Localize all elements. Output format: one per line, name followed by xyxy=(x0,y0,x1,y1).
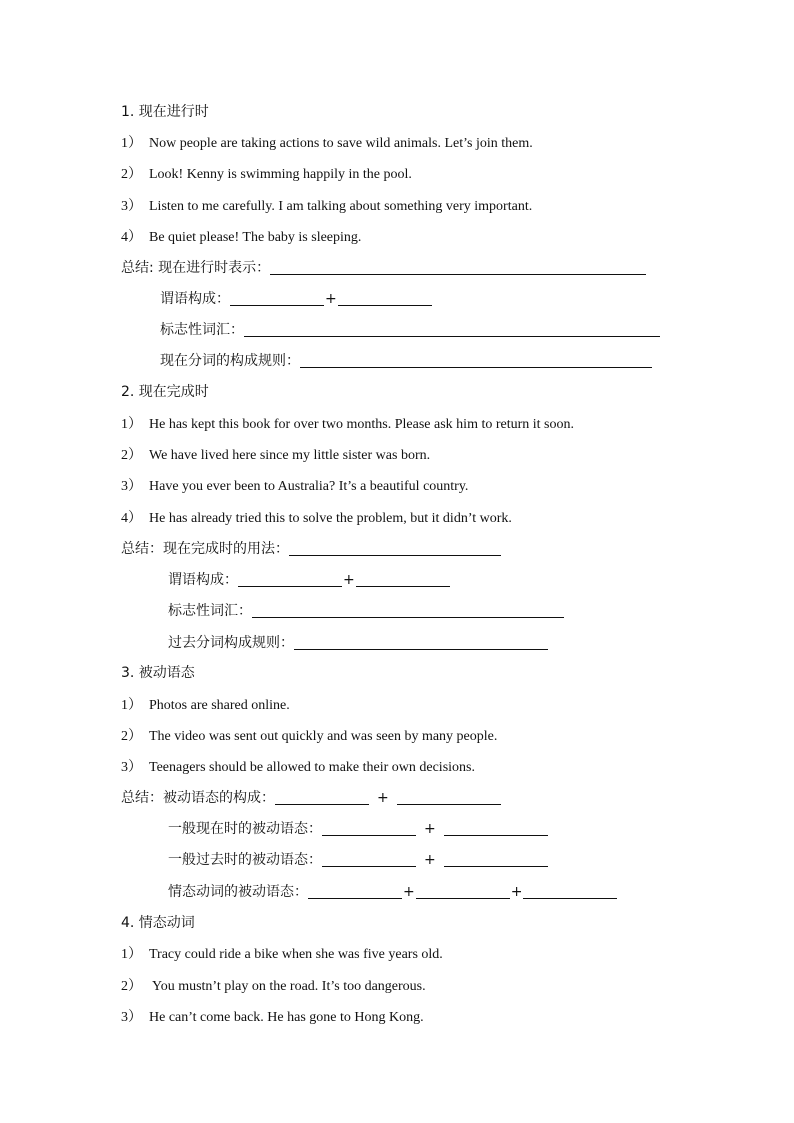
sentence-text: He has kept this book for over two months. Please ask him to return it soon. xyxy=(149,417,574,432)
summary-item-label: 谓语构成： xyxy=(168,572,238,588)
answer-blank[interactable] xyxy=(444,820,548,836)
answer-blank[interactable] xyxy=(397,789,501,805)
sentence-text: Have you ever been to Australia? It’s a beautiful country. xyxy=(149,479,469,494)
sentence-number: 2） xyxy=(121,448,142,463)
summary-item xyxy=(168,883,617,901)
answer-blank[interactable] xyxy=(444,851,548,867)
summary-item-label: 谓语构成： xyxy=(160,291,230,307)
sentence-text: He can’t come back. He has gone to Hong Kong. xyxy=(149,1010,424,1025)
section-2-heading: 2. 现在完成时 xyxy=(121,384,209,400)
answer-blank[interactable] xyxy=(523,883,617,899)
summary-item xyxy=(160,290,432,308)
plus-sign: + xyxy=(510,884,523,900)
sentence-number: 2） xyxy=(121,979,142,994)
sentence-item xyxy=(121,478,468,496)
section-1-heading: 1. 现在进行时 xyxy=(121,104,209,120)
answer-blank[interactable] xyxy=(300,352,652,368)
sentence-number: 4） xyxy=(121,230,142,245)
sentence-item xyxy=(121,728,497,746)
summary-item-label: 标志性词汇： xyxy=(160,322,244,338)
answer-blank[interactable] xyxy=(308,883,402,899)
summary-item-label: 标志性词汇： xyxy=(168,603,252,619)
sentence-text: Look! Kenny is swimming happily in the pool. xyxy=(149,167,412,182)
answer-blank[interactable] xyxy=(338,290,432,306)
answer-blank[interactable] xyxy=(230,290,324,306)
sentence-text: The video was sent out quickly and was seen by many people. xyxy=(149,729,498,744)
sentence-text: We have lived here since my little sister was born. xyxy=(149,448,431,463)
sentence-item xyxy=(121,166,412,184)
sentence-item xyxy=(121,198,532,216)
summary-item xyxy=(168,571,450,589)
summary-line xyxy=(121,259,646,277)
summary-item xyxy=(168,602,564,620)
sentence-number: 1） xyxy=(121,136,142,151)
sentence-number: 1） xyxy=(121,947,142,962)
summary-line xyxy=(121,540,501,558)
plus-sign: + xyxy=(377,790,389,806)
answer-blank[interactable] xyxy=(322,820,416,836)
section-4-heading: 4. 情态动词 xyxy=(121,915,195,931)
summary-item xyxy=(168,820,548,838)
sentence-text: Teenagers should be allowed to make their own decisions. xyxy=(149,760,475,775)
summary-label: 总结：现在完成时的用法： xyxy=(121,541,289,557)
answer-blank[interactable] xyxy=(244,321,660,337)
sentence-number: 3） xyxy=(121,479,142,494)
sentence-number: 1） xyxy=(121,417,142,432)
summary-item xyxy=(168,851,548,869)
summary-item xyxy=(160,321,660,339)
answer-blank[interactable] xyxy=(356,571,450,587)
summary-item-label: 情态动词的被动语态： xyxy=(168,884,308,900)
answer-blank[interactable] xyxy=(294,634,548,650)
answer-blank[interactable] xyxy=(416,883,510,899)
sentence-number: 4） xyxy=(121,511,142,526)
sentence-item xyxy=(121,946,443,964)
sentence-text: You mustn’t play on the road. It’s too dangerous. xyxy=(149,979,426,994)
summary-line xyxy=(121,789,501,807)
sentence-number: 3） xyxy=(121,760,142,775)
summary-item-label: 一般现在时的被动语态： xyxy=(168,821,322,837)
summary-label: 总结: 现在进行时表示： xyxy=(121,260,271,276)
plus-sign: + xyxy=(403,884,415,900)
summary-item-label: 一般过去时的被动语态： xyxy=(168,852,322,868)
sentence-item xyxy=(121,447,430,465)
summary-item xyxy=(160,352,652,370)
section-3-heading: 3. 被动语态 xyxy=(121,665,195,681)
plus-sign: + xyxy=(424,821,436,837)
sentence-text: Tracy could ride a bike when she was five years old. xyxy=(149,947,443,962)
sentence-item xyxy=(121,416,574,434)
answer-blank[interactable] xyxy=(252,602,564,618)
answer-blank[interactable] xyxy=(275,789,369,805)
answer-blank[interactable] xyxy=(270,259,646,275)
sentence-item xyxy=(121,697,290,715)
sentence-item xyxy=(121,759,475,777)
sentence-number: 3） xyxy=(121,199,142,214)
sentence-number: 1） xyxy=(121,698,142,713)
answer-blank[interactable] xyxy=(238,571,342,587)
sentence-number: 2） xyxy=(121,729,142,744)
summary-item xyxy=(168,634,548,652)
sentence-item xyxy=(121,1009,424,1027)
sentence-number: 3） xyxy=(121,1010,142,1025)
plus-sign: + xyxy=(325,291,337,307)
sentence-item xyxy=(121,978,426,996)
plus-sign: + xyxy=(424,852,436,868)
sentence-text: Be quiet please! The baby is sleeping. xyxy=(149,230,362,245)
plus-sign: + xyxy=(343,572,355,588)
summary-item-label: 现在分词的构成规则： xyxy=(160,353,300,369)
sentence-item xyxy=(121,135,533,153)
summary-label: 总结：被动语态的构成： xyxy=(121,790,275,806)
sentence-text: Photos are shared online. xyxy=(149,698,290,713)
sentence-text: He has already tried this to solve the problem, but it didn’t work. xyxy=(149,511,512,526)
answer-blank[interactable] xyxy=(322,851,416,867)
sentence-item xyxy=(121,229,361,247)
sentence-text: Now people are taking actions to save wild animals. Let’s join them. xyxy=(149,136,533,151)
sentence-item xyxy=(121,510,512,528)
summary-item-label: 过去分词构成规则： xyxy=(168,635,294,651)
answer-blank[interactable] xyxy=(289,540,501,556)
sentence-number: 2） xyxy=(121,167,142,182)
sentence-text: Listen to me carefully. I am talking about something very important. xyxy=(149,199,533,214)
